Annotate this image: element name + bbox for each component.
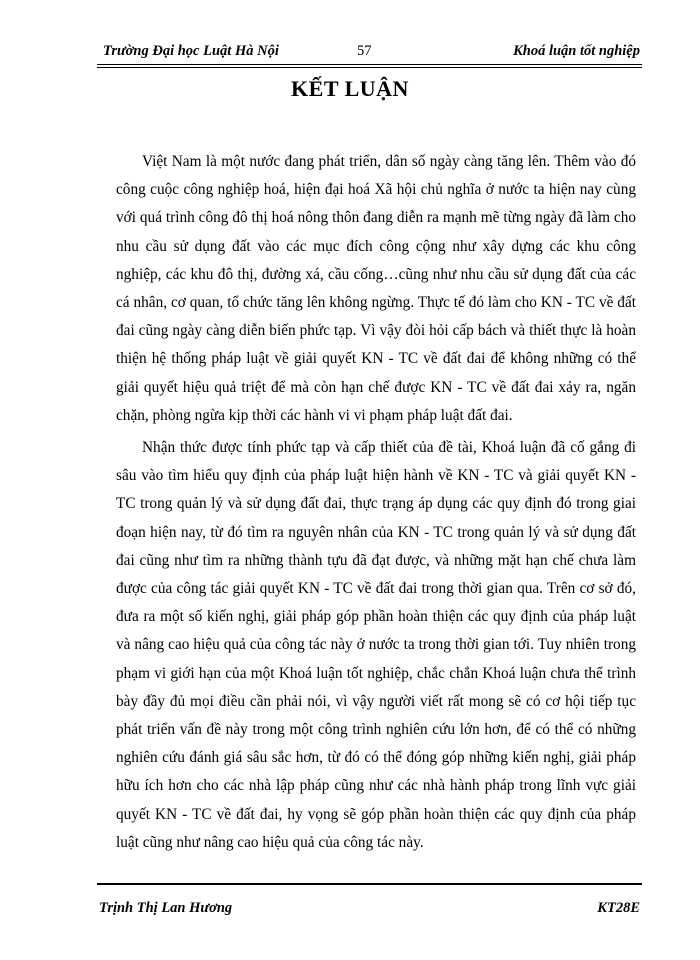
- page-number: 57: [357, 43, 372, 59]
- body-text: [116, 148, 636, 861]
- page-header: [97, 34, 642, 68]
- footer-author: Trịnh Thị Lan Hương: [99, 900, 233, 916]
- footer-class: KT28E: [597, 900, 640, 916]
- header-doc-type: Khoá luận tốt nghiệp: [513, 43, 640, 59]
- paragraph-1: Việt Nam là một nước đang phát triển, dân số ngày càng tăng lên. Thêm vào đó công cuộc công nghiệp hoá, hiện đại hoá Xã hội chủ nghĩa ở nước ta hiện nay cùng với quá trình công đô thị hoá nông thôn đang diễn ra mạnh mẽ từng ngày đã làm cho nhu cầu sử dụng đất vào các mục đích công cộng như xây dựng các khu công nghiệp, các khu đô thị, đường xá, cầu cống…cũng như nhu cầu sử dụng đất của các cá nhân, cơ quan, tổ chức tăng lên không ngừng. Thực tế đó làm cho KN - TC về đất đai cũng ngày càng diễn biến phức tạp. Vì vậy đòi hỏi cấp bách và thiết thực là hoàn thiện hệ thống pháp luật về giải quyết KN - TC về đất đai để không những có thể giải quyết hiệu quả triệt để mà còn hạn chế được KN - TC về đất đai xảy ra, ngăn chặn, phòng ngừa kịp thời các hành vi vi phạm pháp luật đất đai.: [116, 153, 636, 424]
- page-footer: [97, 883, 642, 925]
- page-title: KẾT LUẬN: [291, 76, 409, 101]
- paragraph-2: Nhận thức được tính phức tạp và cấp thiết của đề tài, Khoá luận đã cố gắng đi sâu vào tìm hiểu quy định của pháp luật hiện hành về KN - TC và giải quyết KN - TC trong quản lý và sử dụng đất đai, thực trạng áp dụng các quy định đó trong giai đoạn hiện nay, từ đó tìm ra nguyên nhân của KN - TC trong quản lý và sử dụng đất đai cũng như tìm ra những thành tựu đã đạt được, và những mặt hạn chế chưa làm được của công tác giải quyết KN - TC về đất đai trong thời gian qua. Trên cơ sở đó, đưa ra một số kiến nghị, giải pháp góp phần hoàn thiện các quy định của pháp luật và nâng cao hiệu quả của công tác này ở nước ta trong thời gian tới. Tuy nhiên trong phạm vi giới hạn của một Khoá luận tốt nghiệp, chắc chắn Khoá luận chưa thể trình bày đầy đủ mọi điều cần phải nói, vì vậy người viết rất mong sẽ có cơ hội tiếp tục phát triển vấn đề này trong một công trình nghiên cứu lớn hơn, để có thể có những nghiên cứu đánh giá sâu sắc hơn, từ đó có thể đóng góp những kiến nghị, giải pháp hữu ích hơn cho các nhà lập pháp cũng như các nhà hành pháp trong lĩnh vực giải quyết KN - TC về đất đai, hy vọng sẽ góp phần hoàn thiện các quy định của pháp luật cũng như nâng cao hiệu quả của công tác này.: [116, 439, 636, 851]
- header-school: Trường Đại học Luật Hà Nội: [103, 43, 279, 59]
